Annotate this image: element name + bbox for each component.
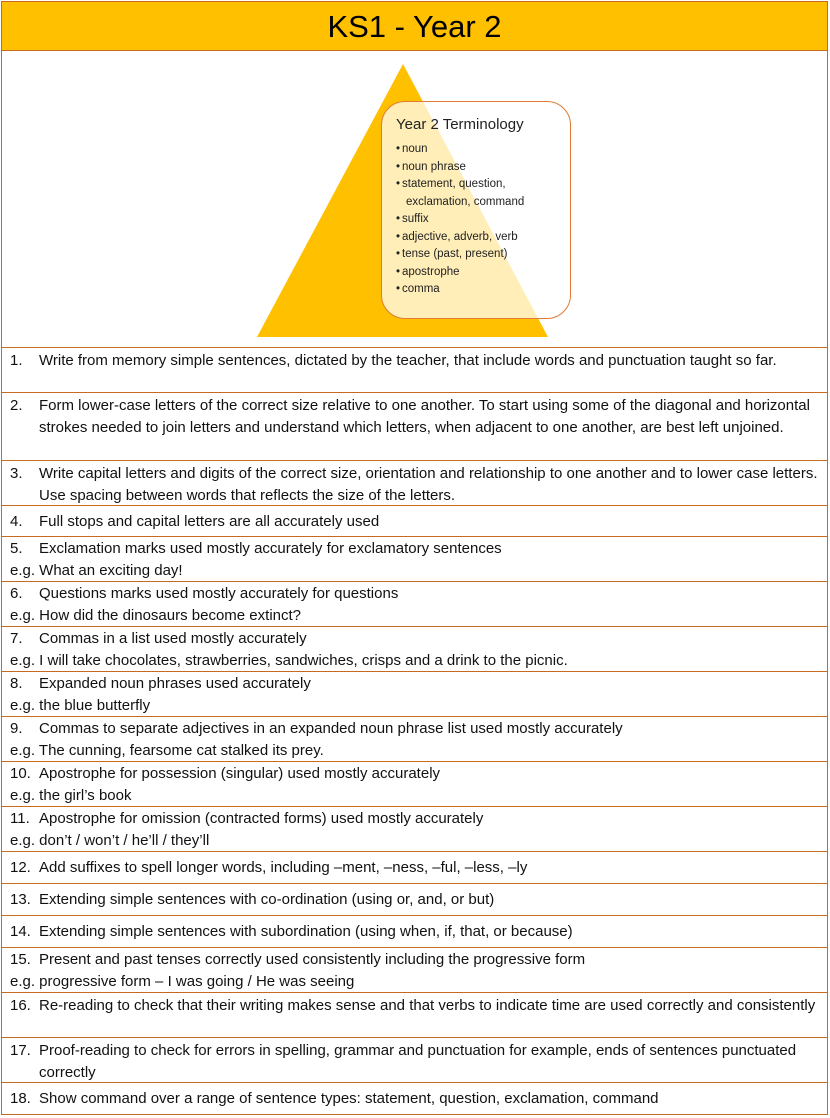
row-text: Extending simple sentences with co-ordination (using or, and, or but) xyxy=(39,891,495,908)
row-text: Write from memory simple sentences, dictated by the teacher, that include words and punctuation taught so far. xyxy=(39,352,777,369)
row-text: Apostrophe for omission (contracted forms) used mostly accurately xyxy=(39,810,484,827)
table-row xyxy=(2,506,827,537)
row-number: 15. xyxy=(10,951,31,968)
table-row xyxy=(2,1038,827,1083)
table-row xyxy=(2,1083,827,1117)
row-text: Extending simple sentences with subordination (using when, if, that, or because) xyxy=(39,923,573,940)
terminology-item: • tense (past, present) xyxy=(396,246,570,264)
row-example: e.g. I will take chocolates, strawberries, sandwiches, crisps and a drink to the picnic. xyxy=(10,652,568,669)
row-text: Commas to separate adjectives in an expanded noun phrase list used mostly accurately xyxy=(39,720,623,737)
row-number: 18. xyxy=(10,1090,31,1107)
row-example: e.g. the girl’s book xyxy=(10,787,132,804)
row-number: 2. xyxy=(10,397,23,414)
terminology-item: • noun phrase xyxy=(396,159,570,177)
objectives-table xyxy=(2,348,827,1117)
row-example: e.g. don’t / won’t / he’ll / they’ll xyxy=(10,832,210,849)
table-row xyxy=(2,627,827,672)
page-title: KS1 - Year 2 xyxy=(2,2,827,51)
table-row xyxy=(2,807,827,852)
row-text: Commas in a list used mostly accurately xyxy=(39,630,307,647)
row-number: 7. xyxy=(10,630,23,647)
row-number: 11. xyxy=(10,810,30,827)
row-text: Re-reading to check that their writing makes sense and that verbs to indicate time are used correctly and consistently xyxy=(39,997,816,1014)
table-row xyxy=(2,393,827,461)
row-number: 17. xyxy=(10,1042,31,1059)
row-number: 5. xyxy=(10,540,23,557)
row-text: Write capital letters and digits of the correct size, orientation and relationship to one another and to lower case letters. Use spacing between words that reflects the size of the letters. xyxy=(39,465,818,504)
row-text: Add suffixes to spell longer words, including –ment, –ness, –ful, –less, –ly xyxy=(39,859,528,876)
row-number: 14. xyxy=(10,923,31,940)
table-row xyxy=(2,672,827,717)
table-row xyxy=(2,348,827,393)
table-row xyxy=(2,461,827,506)
row-text: Full stops and capital letters are all accurately used xyxy=(39,513,380,530)
table-row xyxy=(2,916,827,948)
row-text: Apostrophe for possession (singular) used mostly accurately xyxy=(39,765,441,782)
row-example: e.g. How did the dinosaurs become extinct? xyxy=(10,607,301,624)
row-number: 1. xyxy=(10,352,23,369)
terminology-item: • suffix xyxy=(396,211,570,229)
table-row xyxy=(2,852,827,884)
row-number: 3. xyxy=(10,465,23,482)
table-row xyxy=(2,582,827,627)
table-row xyxy=(2,948,827,993)
table-row xyxy=(2,762,827,807)
row-text: Expanded noun phrases used accurately xyxy=(39,675,311,692)
terminology-item: • statement, question, exclamation, command xyxy=(396,176,570,211)
row-example: e.g. the blue butterfly xyxy=(10,697,151,714)
row-example: e.g. The cunning, fearsome cat stalked its prey. xyxy=(10,742,324,759)
row-text: Exclamation marks used mostly accurately for exclamatory sentences xyxy=(39,540,502,557)
row-number: 6. xyxy=(10,585,23,602)
row-number: 4. xyxy=(10,513,23,530)
row-number: 13. xyxy=(10,891,31,908)
row-number: 16. xyxy=(10,997,31,1014)
document-sheet xyxy=(1,1,828,1115)
terminology-heading: Year 2 Terminology xyxy=(396,116,524,133)
row-number: 10. xyxy=(10,765,31,782)
terminology-item: • apostrophe xyxy=(396,264,570,282)
row-text: Present and past tenses correctly used consistently including the progressive form xyxy=(39,951,586,968)
row-number: 12. xyxy=(10,859,31,876)
terminology-item: • adjective, adverb, verb xyxy=(396,229,570,247)
row-text: Questions marks used mostly accurately for questions xyxy=(39,585,399,602)
row-text: Form lower-case letters of the correct size relative to one another. To start using some of the diagonal and horizontal strokes needed to join letters and understand which letters, when adjacent to one another, are best left unjoined. xyxy=(39,397,810,436)
row-number: 9. xyxy=(10,720,23,737)
row-number: 8. xyxy=(10,675,23,692)
terminology-item: • comma xyxy=(396,281,570,299)
row-text: Show command over a range of sentence types: statement, question, exclamation, command xyxy=(39,1090,659,1107)
row-example: e.g. progressive form – I was going / He was seeing xyxy=(10,973,355,990)
row-text: Proof-reading to check for errors in spelling, grammar and punctuation for example, ends of sentences punctuated correctly xyxy=(39,1042,797,1081)
table-row xyxy=(2,717,827,762)
table-row xyxy=(2,993,827,1038)
row-example: e.g. What an exciting day! xyxy=(10,562,183,579)
terminology-box xyxy=(381,101,571,319)
terminology-item: • noun xyxy=(396,141,570,159)
table-row xyxy=(2,884,827,916)
terminology-diagram xyxy=(2,51,827,348)
table-row xyxy=(2,537,827,582)
terminology-list xyxy=(396,141,570,299)
